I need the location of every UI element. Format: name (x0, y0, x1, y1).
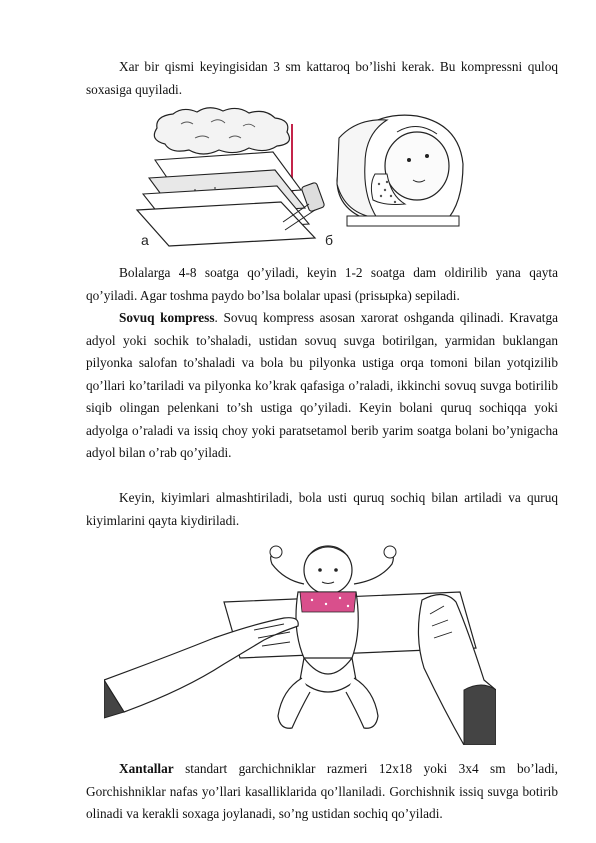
paragraph-2: Bolalarga 4-8 soatga qo’yiladi, keyin 1-2 soatga dam oldirilib yana qayta qo’yiladi. Agar toshma paydo bo’lsa bolalar upasi (prisыpka) sepiladi. (86, 265, 558, 303)
paragraph-3 (86, 307, 558, 465)
paragraph-1: Xar bir qismi keyingisidan 3 sm kattaroq bo’lishi kerak. Bu kompressni quloq soxasiga quyiladi. (86, 59, 558, 97)
paragraph-5 (86, 758, 558, 826)
term-sovuq-kompress: Sovuq kompress (119, 310, 215, 325)
paragraph-3-text: . Sovuq kompress asosan xarorat oshganda qilinadi. Kravatga adyol yoki sochik to’shaladi, ustidan sovuq suvga botirilgan, yarmidan buklangan pilyonka salofan to’shaladi va bola bu pilyonka ustiga orqa tomoni bilan yotqizilib qo’llari ko’tariladi va pilyonka ko’krak qafasiga o’raladi, ikkinchi sovuq suvga botirilib siqib olingan pelenkani to’sh ustiga qo’yiladi. Keyin bolani quruq sochiqqa yoki adyolga o’raladi va issiq choy yoki paratsetamol berib yarim soatga bolani bo’ynigacha adyol bilan o’rab qo’yiladi. (86, 310, 559, 460)
figure-label-a: а (141, 232, 149, 248)
figure-infant-wrapping (104, 540, 496, 745)
figure-compress-layers (125, 104, 465, 252)
term-xantallar: Xantallar (119, 761, 174, 776)
paragraph-4: Keyin, kiyimlari almashtiriladi, bola usti quruq sochiq bilan artiladi va quruq kiyimlarini qayta kiydiriladi. (86, 490, 558, 528)
compress-illustration (125, 104, 465, 252)
infant-illustration (104, 540, 496, 745)
figure-label-b: б (325, 232, 334, 248)
paragraph-5-text: standart garchichniklar razmeri 12x18 yoki 3x4 sm bo’ladi, Gorchishniklar nafas yo’llari kasalliklarida qo’llaniladi. Gorchishnik issiq suvga botirib olinadi va kerakli soxaga joylanadi, so’ng ustidan sochiq qo’yiladi. (86, 761, 558, 821)
